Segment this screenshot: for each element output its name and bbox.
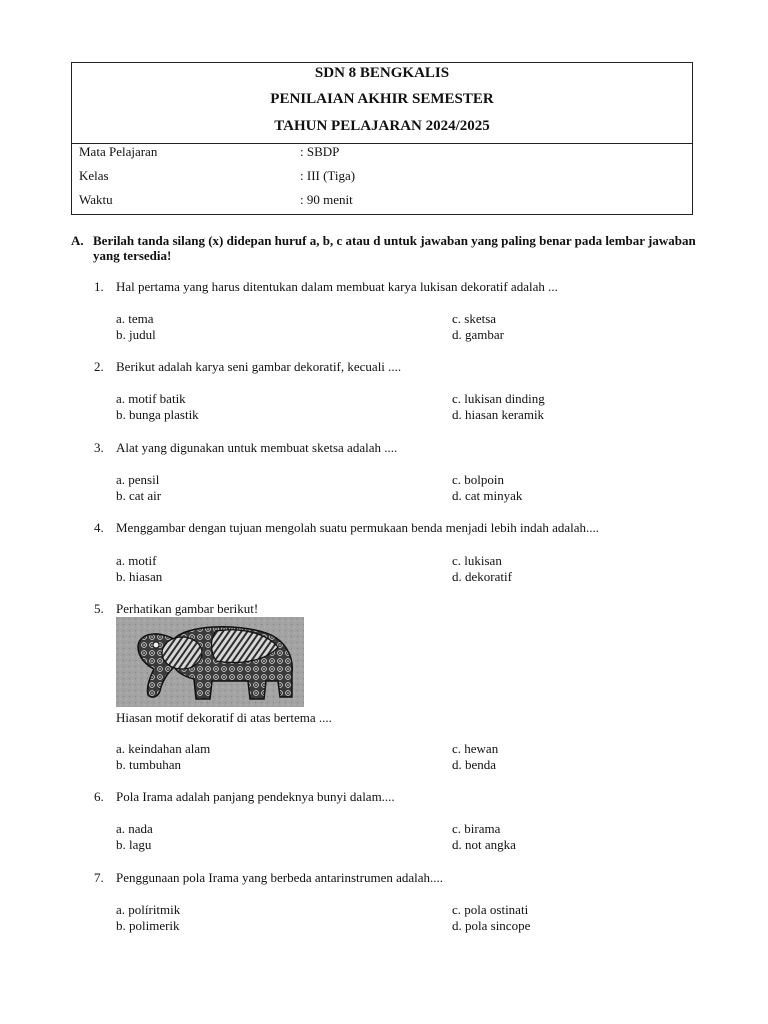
question-text: Berikut adalah karya seni gambar dekoratif, kecuali .... xyxy=(116,359,402,374)
section-letter: A. xyxy=(71,233,84,248)
question-text: Hal pertama yang harus ditentukan dalam membuat karya lukisan dekoratif adalah ... xyxy=(116,279,558,294)
option-b: b. bunga plastik xyxy=(116,407,199,422)
option-d: d. hiasan keramik xyxy=(452,407,545,422)
option-c: c. hewan xyxy=(452,741,499,756)
exam-header xyxy=(71,62,693,215)
option-c: c. birama xyxy=(452,821,501,836)
question-number: 5. xyxy=(94,601,104,616)
info-row-subject xyxy=(72,144,692,162)
option-a: a. motif batik xyxy=(116,391,186,406)
info-row-class xyxy=(72,168,692,186)
option-d: d. gambar xyxy=(452,327,504,342)
option-d: d. not angka xyxy=(452,837,516,852)
option-c: c. bolpoin xyxy=(452,472,504,487)
question-text: Perhatikan gambar berikut! xyxy=(116,601,259,616)
option-b: b. judul xyxy=(116,327,156,342)
option-c: c. sketsa xyxy=(452,311,497,326)
info-row-time xyxy=(72,192,692,210)
option-d: d. benda xyxy=(452,757,497,772)
decorative-elephant-image xyxy=(116,617,304,707)
question-number: 7. xyxy=(94,870,104,885)
question-number: 3. xyxy=(94,440,104,455)
info-label: Waktu xyxy=(79,192,113,207)
question-text: Alat yang digunakan untuk membuat sketsa adalah .... xyxy=(116,440,398,455)
question-text: Pola Irama adalah panjang pendeknya bunyi dalam.... xyxy=(116,789,395,804)
option-c: c. lukisan xyxy=(452,553,502,568)
option-c: c. pola ostinati xyxy=(452,902,529,917)
option-a: a. tema xyxy=(116,311,154,326)
info-value: : SBDP xyxy=(300,144,340,159)
academic-year: TAHUN PELAJARAN 2024/2025 xyxy=(274,118,490,134)
option-b: b. polimerik xyxy=(116,918,180,933)
option-a: a. políritmik xyxy=(116,902,181,917)
question-number: 1. xyxy=(94,279,104,294)
question-text: Menggambar dengan tujuan mengolah suatu permukaan benda menjadi lebih indah adalah.... xyxy=(116,520,600,535)
info-value: : 90 menit xyxy=(300,192,353,207)
option-a: a. pensil xyxy=(116,472,160,487)
option-a: a. keindahan alam xyxy=(116,741,211,756)
exam-title: PENILAIAN AKHIR SEMESTER xyxy=(270,91,494,107)
option-b: b. cat air xyxy=(116,488,162,503)
question-number: 2. xyxy=(94,359,104,374)
option-b: b. hiasan xyxy=(116,569,163,584)
question-number: 6. xyxy=(94,789,104,804)
option-a: a. motif xyxy=(116,553,157,568)
info-label: Kelas xyxy=(79,168,109,183)
option-d: d. cat minyak xyxy=(452,488,523,503)
option-b: b. lagu xyxy=(116,837,152,852)
option-d: d. pola sincope xyxy=(452,918,531,933)
school-name: SDN 8 BENGKALIS xyxy=(314,65,450,81)
info-label: Mata Pelajaran xyxy=(79,144,158,159)
question-subtext: Hiasan motif dekoratif di atas bertema .... xyxy=(116,710,332,725)
option-a: a. nada xyxy=(116,821,153,836)
option-c: c. lukisan dinding xyxy=(452,391,545,406)
info-value: : III (Tiga) xyxy=(300,168,356,183)
instruction-text: Berilah tanda silang (x) didepan huruf a, b, c atau d untuk jawaban yang paling benar pada lembar jawaban yang tersedia! xyxy=(93,233,696,263)
option-d: d. dekoratif xyxy=(452,569,512,584)
question-text: Penggunaan pola Irama yang berbeda antarinstrumen adalah.... xyxy=(116,870,444,885)
option-b: b. tumbuhan xyxy=(116,757,181,772)
question-number: 4. xyxy=(94,520,104,535)
